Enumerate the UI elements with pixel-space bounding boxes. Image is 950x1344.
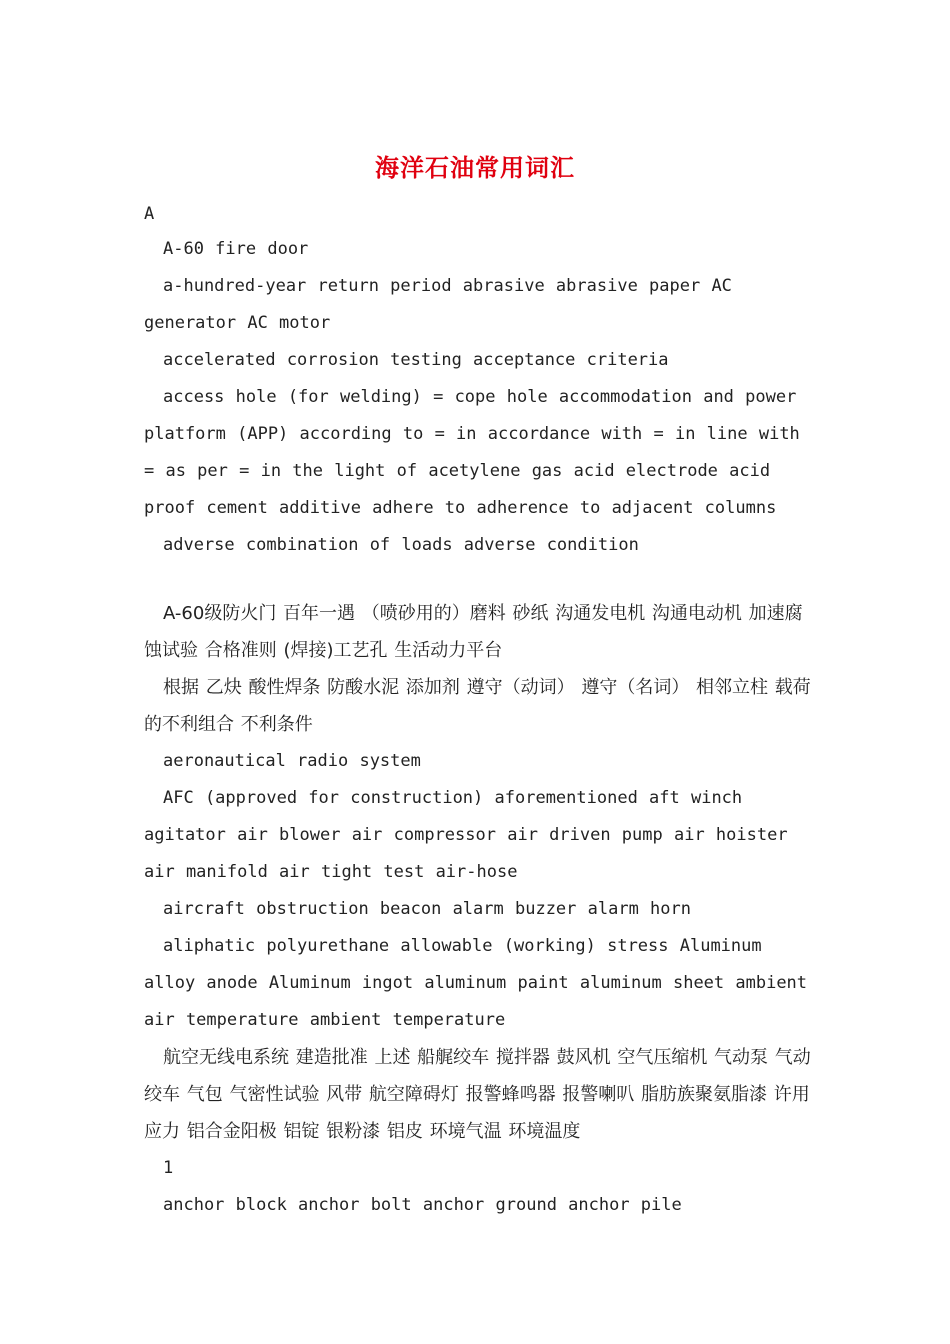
paragraph: aircraft obstruction beacon alarm buzzer alarm horn: [163, 899, 691, 919]
paragraph: anchor block anchor bolt anchor ground anchor pile: [163, 1195, 682, 1215]
page-number: 1: [163, 1158, 174, 1178]
paragraph: 航空无线电系统 建造批准 上述 船艉绞车 搅拌器 鼓风机 空气压缩机 气动泵 气动绞车 气包 气密性试验 风带 航空障碍灯 报警蜂鸣器 报警喇叭 脂肪族聚氨脂漆 许用应力 铝合金阳极 铝锭 银粉漆 铝皮 环境气温 环境温度: [144, 1047, 811, 1142]
document-title: 海洋石油常用词汇: [375, 153, 575, 182]
document-body: [144, 196, 814, 1224]
paragraph: A-60级防火门 百年一遇 （喷砂用的）磨料 砂纸 沟通发电机 沟通电动机 加速腐蚀试验 合格准则 (焊接)工艺孔 生活动力平台: [144, 603, 803, 661]
section-letter: A: [144, 204, 155, 224]
paragraph: 根据 乙炔 酸性焊条 防酸水泥 添加剂 遵守（动词） 遵守（名词） 相邻立柱 载荷的不利组合 不利条件: [144, 677, 811, 735]
paragraph: adverse combination of loads adverse condition: [163, 535, 639, 555]
paragraph: access hole (for welding) = cope hole accommodation and power platform (APP) according to = in accordance with = in line with = as per = in the light of acetylene gas acid electrode acid proof cement additive adhere to adherence to adjacent columns: [144, 387, 800, 518]
paragraph: aliphatic polyurethane allowable (working) stress Aluminum alloy anode Aluminum ingot aluminum paint aluminum sheet ambient air temperature ambient temperature: [144, 936, 808, 1030]
paragraph: aeronautical radio system: [163, 751, 421, 771]
paragraph: a-hundred-year return period abrasive abrasive paper AC generator AC motor: [144, 276, 732, 333]
paragraph: accelerated corrosion testing acceptance criteria: [163, 350, 669, 370]
paragraph-gap: [144, 564, 814, 595]
paragraph: A-60 fire door: [163, 239, 309, 259]
paragraph: AFC (approved for construction) aforementioned aft winch agitator air blower air compressor air driven pump air hoister air manifold air tight test air-hose: [144, 788, 788, 882]
